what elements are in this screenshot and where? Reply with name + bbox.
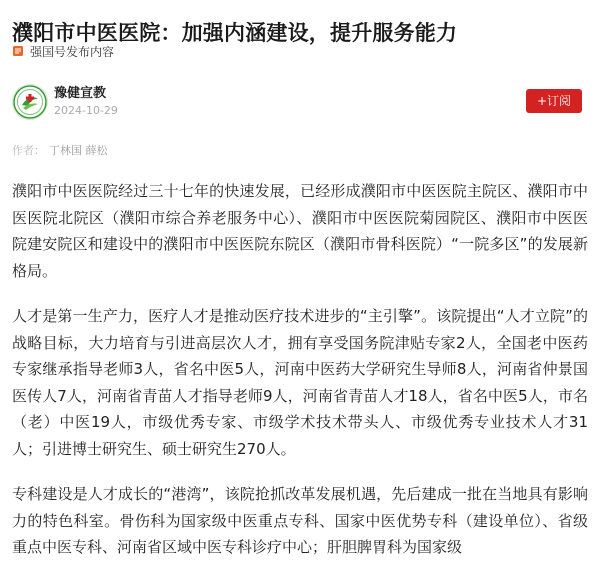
- document-icon: [12, 45, 24, 57]
- article-title: 濮阳市中医医院：加强内涵建设，提升服务能力: [12, 21, 458, 46]
- subscribe-button[interactable]: +订阅: [526, 89, 582, 113]
- byline-label: 作者：: [12, 144, 45, 157]
- author-name[interactable]: 豫健宣教: [54, 86, 107, 101]
- paragraph: 专科建设是人才成长的“港湾”，该院抢抓改革发展机遇，先后建成一批在当地具有影响力的特色科室。骨伤科为国家级中医重点专科、国家中医优势专科（建设单位）、省级重点中医专科、河南省区域中医专科诊疗中心；肝胆脾胃科为国家级: [12, 485, 588, 556]
- avatar[interactable]: [12, 84, 48, 120]
- health-logo-icon: [13, 85, 47, 119]
- publish-date: 2024-10-29: [54, 104, 118, 117]
- source-tag: [12, 42, 114, 60]
- source-label: 强国号发布内容: [30, 44, 115, 59]
- author-row: [12, 84, 582, 120]
- article-body: [12, 178, 588, 568]
- paragraph: 人才是第一生产力，医疗人才是推动医疗技术进步的“主引擎”。该院提出“人才立院”的战略目标，大力培育与引进高层次人才，拥有享受国务院津贴专家2人，全国老中医药专家继承指导老师3人，省名中医5人，河南中医药大学研究生导师8人，河南省仲景国医传人7人，河南省青苗人才指导老师9人，河南省青苗人才18人，省名中医5人，市名（老）中医19人，市级优秀专家、市级学术技术带头人、市级优秀专业技术人才31人；引进博士研究生、硕士研究生270人。: [12, 307, 588, 458]
- paragraph: 濮阳市中医医院经过三十七年的快速发展，已经形成濮阳市中医医院主院区、濮阳市中医医院北院区（濮阳市综合养老服务中心）、濮阳市中医医院菊园院区、濮阳市中医医院建安院区和建设中的濮阳市中医医院东院区（濮阳市骨科医院）“一院多区”的发展新格局。: [12, 182, 588, 280]
- byline-names: 丁林国 薛松: [49, 144, 108, 157]
- byline: [12, 144, 108, 158]
